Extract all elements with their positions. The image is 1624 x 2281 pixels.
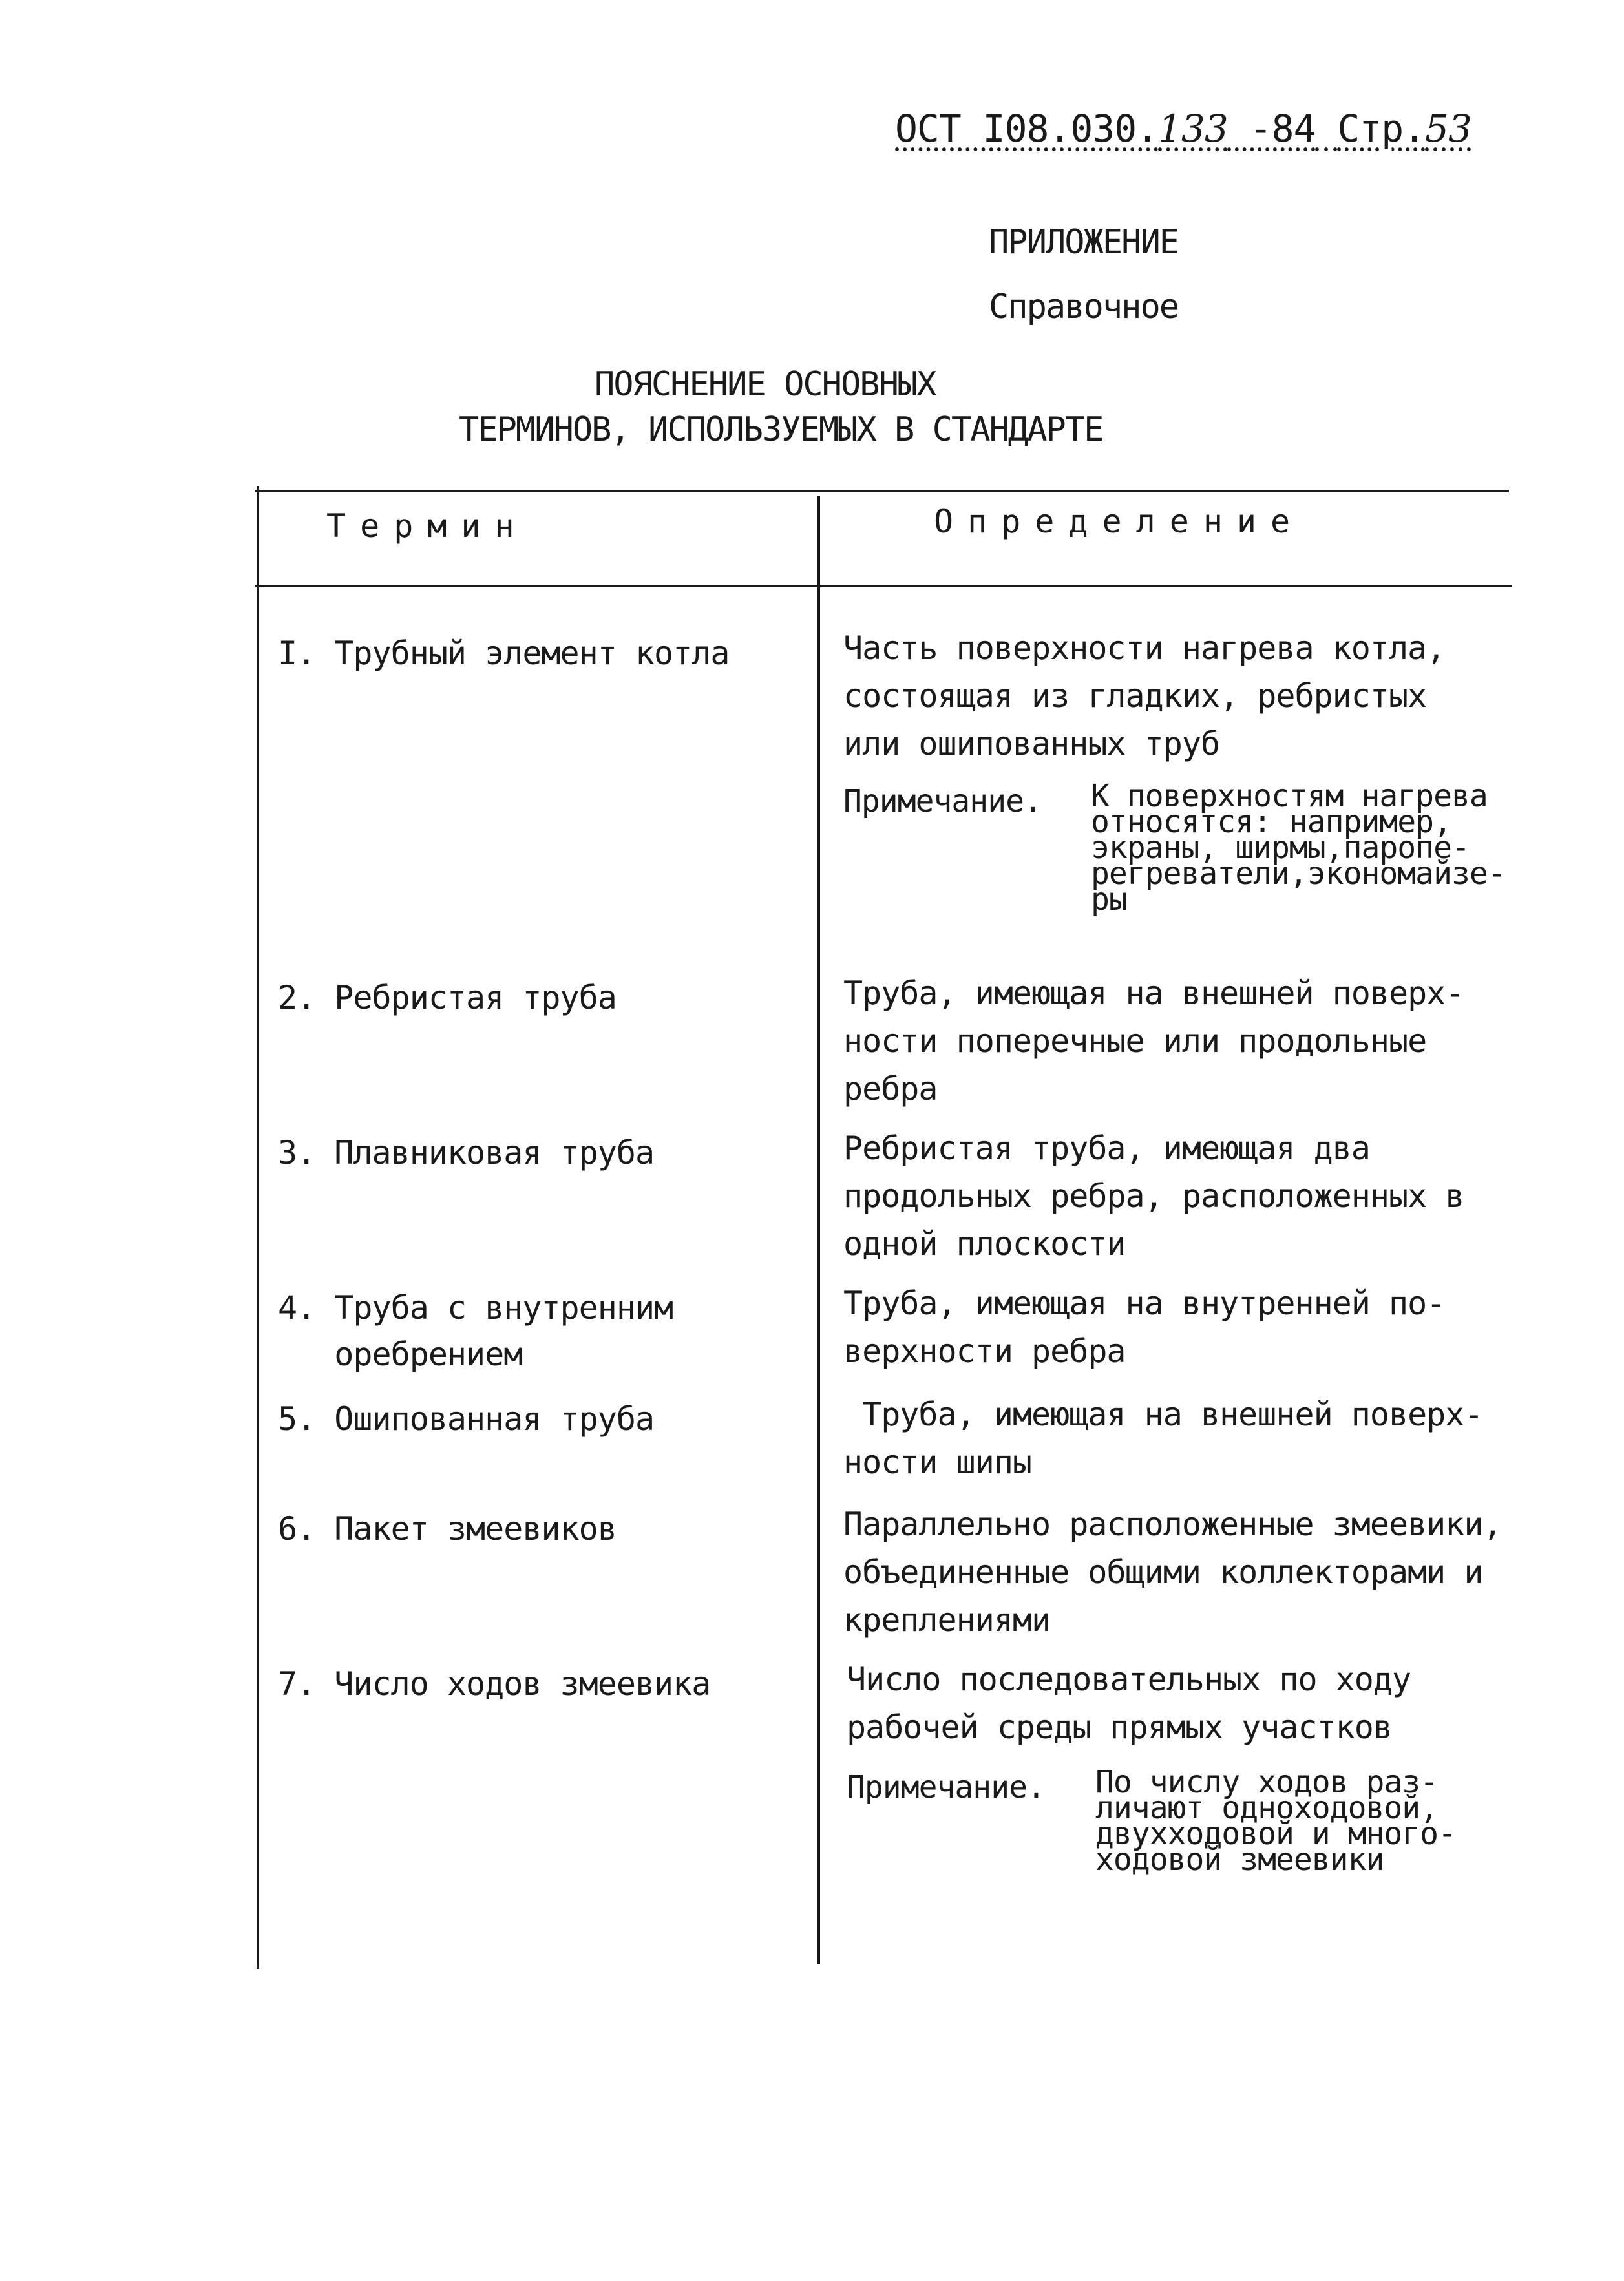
- note-text: По числу ходов раз- личают одноходовой, двухходовой и много- ходовой змеевики: [1095, 1764, 1456, 1878]
- note-label: Примечание.: [847, 1769, 1045, 1805]
- table-row-term: 2. Ребристая труба: [278, 979, 617, 1016]
- table-row-term: 4. Труба с внутренним оребрением: [278, 1289, 673, 1373]
- table-column-divider: [817, 496, 820, 1964]
- table-row-term: 3. Плавниковая труба: [278, 1134, 655, 1172]
- table-header-separator: [255, 585, 1512, 587]
- standard-prefix: ОСТ I08.030.: [895, 107, 1159, 151]
- table-row-term: 6. Пакет змеевиков: [278, 1510, 617, 1548]
- table-row-definition: Труба, имеющая на внешней поверх- ности шипы: [843, 1396, 1483, 1481]
- column-header-term: Термин: [326, 507, 529, 545]
- note-label: Примечание.: [843, 783, 1042, 819]
- page-label: Стр.: [1337, 107, 1426, 151]
- table-row-definition: Труба, имеющая на внутренней по- верхности ребра: [843, 1285, 1446, 1370]
- column-header-definition: Определение: [934, 503, 1305, 540]
- appendix-type: Справочное: [989, 288, 1179, 326]
- page-title-line-1: ПОЯСНЕНИЕ ОСНОВНЫХ: [595, 365, 936, 404]
- table-row-definition: Труба, имеющая на внешней поверх- ности поперечные или продольные ребра: [843, 974, 1464, 1108]
- table-row-term: I. Трубный элемент котла: [278, 635, 730, 672]
- table-row-definition: Число последовательных по ходу рабочей среды прямых участков: [847, 1661, 1411, 1746]
- table-left-border: [257, 486, 259, 1969]
- appendix-heading: ПРИЛОЖЕНИЕ: [989, 223, 1179, 262]
- table-row-definition: Часть поверхности нагрева котла, состоящая из гладких, ребристых или ошипованных труб: [843, 629, 1446, 762]
- table-row-term: 5. Ошипованная труба: [278, 1400, 655, 1438]
- table-row-definition: Параллельно расположенные змеевики, объединенные общими коллекторами и креплениями: [843, 1506, 1502, 1639]
- document-header: [895, 107, 1471, 151]
- note-text: К поверхностям нагрева относятся: например, экраны, ширмы,паропе- регреватели,экономайзе- ры: [1091, 778, 1506, 918]
- page-number: 53: [1425, 107, 1471, 151]
- table-top-border: [255, 490, 1509, 492]
- table-row-definition: Ребристая труба, имеющая два продольных ребра, расположенных в одной плоскости: [843, 1130, 1464, 1263]
- page-title-line-2: ТЕРМИНОВ, ИСПОЛЬЗУЕМЫХ В СТАНДАРТЕ: [459, 410, 1103, 449]
- table-row-term: 7. Число ходов змеевика: [278, 1665, 711, 1703]
- standard-year-suffix: -84: [1227, 107, 1316, 151]
- standard-number: 133: [1158, 107, 1228, 151]
